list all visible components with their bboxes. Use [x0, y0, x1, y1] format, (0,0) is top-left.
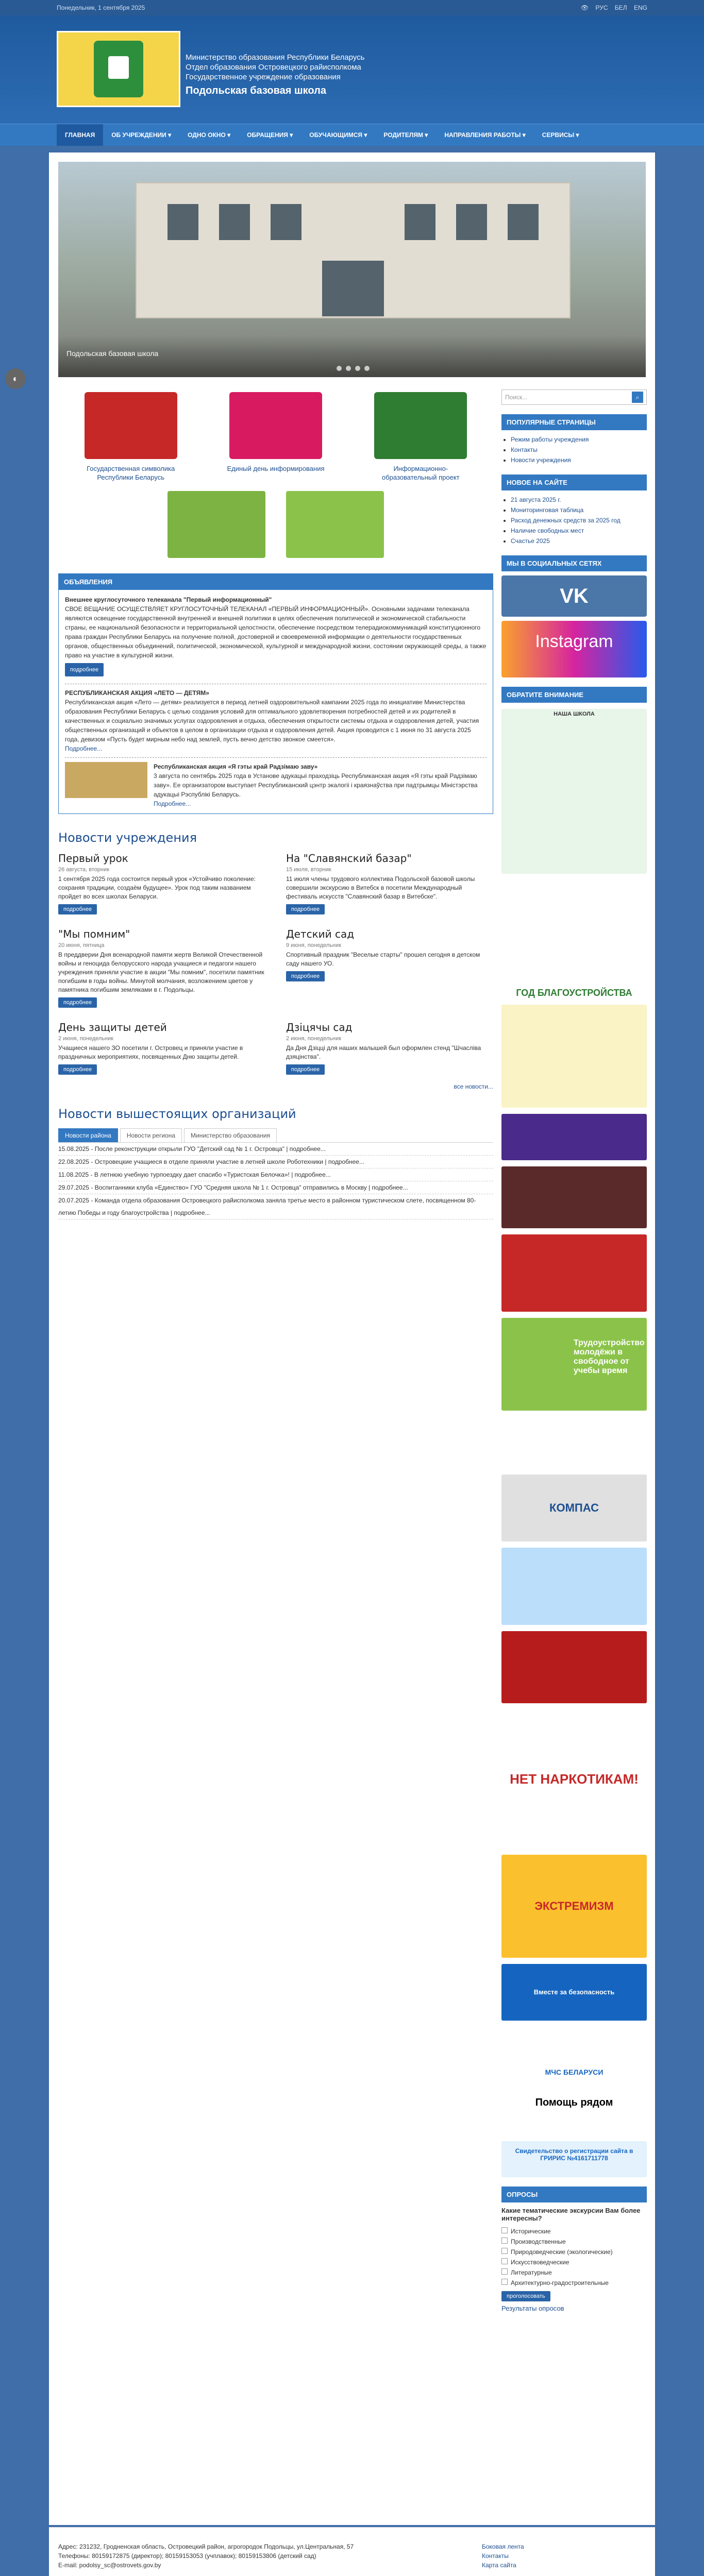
nav-directions[interactable]: НАПРАВЛЕНИЯ РАБОТЫ ▾: [444, 131, 526, 139]
poll: [501, 2187, 647, 2312]
news-item: Первый урок 26 августа, вторник 1 сентября 2025 года состоится первый урок «Устойчиво поколение: сохраняя традиции, создаём будущее». Урок под таким названием пройдет во всех школах Беларуси. подробнее: [58, 852, 265, 918]
top-bar: [0, 0, 704, 15]
social-header: МЫ В СОЦИАЛЬНЫХ СЕТЯХ: [501, 555, 647, 571]
banner-project[interactable]: Информационно-образовательный проект: [369, 392, 472, 482]
popular-link[interactable]: Контакты: [511, 446, 538, 453]
higher-news-item[interactable]: 15.08.2025 - После реконструкции открыли ГУО "Детский сад № 1 г. Островца" | подробнее...: [58, 1143, 493, 1156]
new-link[interactable]: Счастье 2025: [511, 537, 550, 545]
poll-option[interactable]: Литературные: [501, 2267, 647, 2278]
emblem-icon: [85, 392, 177, 459]
more-button[interactable]: подробнее: [58, 997, 97, 1008]
footer-address: Адрес: 231232, Гродненская область, Островецкий район, агрогородок Подольцы, ул.Центральная, 57: [58, 2543, 354, 2550]
accessibility-side-icon[interactable]: ◐: [5, 368, 26, 389]
department-line: Отдел образования Островецкого райисполкома: [186, 63, 361, 72]
news-item: День защиты детей 2 июня, понедельник Учащиеся нашего ЗО посетили г. Островец и приняли участие в праздничных мероприятиях, посвященных Дню защиты детей. подробнее: [58, 1021, 265, 1078]
year-of-improvement-banner[interactable]: ГОД БЛАГОУСТРОЙСТВА: [501, 880, 647, 998]
nav-appeals[interactable]: ОБРАЩЕНИЯ ▾: [247, 131, 293, 139]
content-page: [49, 152, 655, 2525]
higher-news-item[interactable]: 22.08.2025 - Островецкие учащиеся в отделе приняли участие в летней школе Роботехники | подробнее...: [58, 1156, 493, 1168]
slider-dot[interactable]: [337, 366, 342, 371]
poster-banner[interactable]: [501, 1166, 647, 1228]
extremism-banner[interactable]: ЭКСТРЕМИЗМ: [501, 1855, 647, 1958]
lang-be[interactable]: БЕЛ: [614, 4, 627, 11]
vote-button[interactable]: проголосовать: [501, 2291, 550, 2301]
attention-header: ОБРАТИТЕ ВНИМАНИЕ: [501, 687, 647, 703]
slider-dot[interactable]: [346, 366, 351, 371]
first-class-banner[interactable]: [167, 491, 265, 558]
more-link[interactable]: Подробнее...: [65, 745, 103, 752]
more-button[interactable]: подробнее: [286, 1064, 325, 1075]
new-on-site-list: [501, 495, 647, 546]
new-on-site-header: НОВОЕ НА САЙТЕ: [501, 474, 647, 490]
popular-link[interactable]: Режим работы учреждения: [511, 436, 589, 443]
current-date: Понедельник, 1 сентября 2025: [57, 4, 145, 11]
compass-banner[interactable]: КОМПАС: [501, 1475, 647, 1541]
banner-info-day[interactable]: Единый день информирования: [224, 392, 327, 482]
nav-one-window[interactable]: ОДНО ОКНО ▾: [188, 131, 231, 139]
footer-phone: Телефоны: 80159172875 (директор); 80159153053 (учплавок); 80159153806 (детский сад): [58, 2552, 316, 2560]
news-grid: [58, 852, 493, 1078]
poll-option[interactable]: Архитектурно-градостроительные: [501, 2278, 647, 2288]
site-footer: [49, 2527, 655, 2576]
poll-results-link[interactable]: Результаты опросов: [501, 2304, 564, 2312]
school-mosaic[interactable]: НАША ШКОЛА: [501, 709, 647, 874]
higher-news-item[interactable]: 11.08.2025 - В летнюю учебную турпоездку дает спасибо «Туристская Белочка»! | подробнее...: [58, 1168, 493, 1181]
search-icon[interactable]: ⌕: [632, 392, 643, 403]
announcements-header: ОБЪЯВЛЕНИЯ: [59, 574, 493, 590]
footer-link[interactable]: Карта сайта: [482, 2562, 516, 2569]
poll-header: ОПРОСЫ: [501, 2187, 647, 2202]
news-heading: Новости учреждения: [58, 831, 197, 845]
poll-question: Какие тематические экскурсии Вам более интересны?: [501, 2207, 641, 2222]
lang-en[interactable]: ENG: [633, 4, 647, 11]
header-text: [186, 53, 364, 97]
parents-banner[interactable]: [501, 1631, 647, 1703]
project-icon: [374, 392, 467, 459]
nav-home[interactable]: ГЛАВНАЯ: [57, 124, 103, 146]
school-logo[interactable]: [57, 31, 180, 107]
news-item: Дзіцячы сад 2 июня, понедельник Да Дня Дзіцці для наших малышей был оформлен стенд "Шчасліва дзяцінства". подробнее: [286, 1021, 493, 1078]
announcement-title: Республиканская акция «Я гэты край Радзімаю заву»: [154, 763, 318, 770]
summer-2025-banner[interactable]: [286, 491, 384, 558]
mchs-banner[interactable]: МЧС БЕЛАРУСИ Помощь рядом: [501, 2027, 647, 2135]
info-day-icon: [229, 392, 322, 459]
slider-dot[interactable]: [364, 366, 370, 371]
main-column: [58, 387, 493, 1219]
tab-region[interactable]: Новости региона: [120, 1128, 182, 1142]
military-banner[interactable]: [501, 1005, 647, 1108]
vk-icon[interactable]: VK: [501, 575, 647, 617]
new-link[interactable]: Наличие свободных мест: [511, 527, 584, 534]
school-building-image: [136, 182, 571, 318]
footer-link[interactable]: Контакты: [482, 2552, 509, 2560]
poster-banner[interactable]: [501, 1417, 647, 1468]
certificate-banner[interactable]: Свидетельство о регистрации сайта в ГРИРИС №4161711778: [501, 2141, 647, 2177]
announcement-text: Республиканская акция «Лето — детям» реализуется в период летней оздоровительной кампании 2025 года по инициативе Министерства образования Республики Беларусь с целью создания условий для оптимального удовлетворения потребностей детей и их родителей в качественных и социально значимых услугах оздоровления и отдыха, обеспечения открытости системы отдыха и оздоровления детей, участия общественных организаций и объектов в целом в организации отдыха и оздоровления детей. Акция проводится с 1 июня по 31 августа 2025 года, девизом «Пусть будет мирным небо над землей, пусть вечно детство звонкое смеется».: [65, 699, 479, 743]
poll-option[interactable]: Природоведческие (экологические): [501, 2247, 647, 2257]
news-item: Детский сад 9 июня, понедельник Спортивный праздник "Веселые старты" прошел сегодня в детском саду нашего УО. подробнее: [286, 928, 493, 1011]
announcement-text: 3 августа по сентябрь 2025 года в Установе адукацыі праходзіць Республиканская акция «Я гэты край Радзімаю заву». Ее организатором выступает Республиканский цэнтр экалогіі і краязнаўства при падтрымцы Міністэрства адукацыі Рэспублікі Беларусь.: [154, 772, 478, 798]
more-button[interactable]: подробнее: [286, 904, 325, 914]
news-item: На "Славянский базар" 15 июля, вторник 11 июля члены трудового коллектива Подольской базовой школы совершили экскурсию в Витебск в посетили Международный фестиваль искусств "Славянский базар в Витебске". подробнее: [286, 852, 493, 918]
popular-link[interactable]: Новости учреждения: [511, 456, 571, 464]
crest-icon: [94, 41, 143, 97]
announcements-box: [58, 573, 493, 814]
nav-about[interactable]: ОБ УЧРЕЖДЕНИИ ▾: [111, 131, 172, 139]
youth-employment-banner[interactable]: Трудоустройство молодёжи в свободное от учебы время: [501, 1318, 647, 1411]
footer-link[interactable]: Боковая лента: [482, 2543, 524, 2550]
ministry-line: Министерство образования Республики Беларусь: [186, 53, 365, 62]
sidebar: [501, 389, 647, 2312]
poster-banner[interactable]: [501, 1548, 647, 1625]
higher-news-item[interactable]: 29.07.2025 - Воспитанники клуба «Единство» ГУО "Средняя школа № 1 г. Островца" отправились в Москву | подробнее...: [58, 1181, 493, 1194]
footer-email[interactable]: E-mail: podolsy_sc@ostrovets.gov.by: [58, 2562, 161, 2569]
main-nav: [0, 124, 704, 146]
banner-symbols[interactable]: Государственная символика Республики Беларусь: [79, 392, 182, 482]
accessibility-icon[interactable]: 👁: [580, 4, 589, 11]
nav-services[interactable]: СЕРВИСЫ ▾: [542, 131, 579, 139]
safety-banner[interactable]: Вместе за безопасность: [501, 1964, 647, 2021]
higher-news-tabs: [58, 1128, 493, 1143]
poster-banner[interactable]: [501, 1114, 647, 1160]
no-drugs-banner[interactable]: НЕТ НАРКОТИКАМ!: [501, 1709, 647, 1849]
popular-pages-list: [501, 434, 647, 465]
site-header: [0, 15, 704, 124]
new-link[interactable]: Расход денежных средств за 2025 год: [511, 517, 621, 524]
more-button[interactable]: подробнее: [65, 663, 104, 676]
higher-news-heading: Новости вышестоящих организаций: [58, 1107, 296, 1121]
field-image: [65, 762, 147, 798]
instagram-icon[interactable]: Instagram: [501, 621, 647, 677]
lang-ru[interactable]: РУС: [595, 4, 608, 11]
poll-option[interactable]: Исторические: [501, 2226, 647, 2236]
institution-line: Государственное учреждение образования: [186, 73, 341, 81]
school-name: Подольская базовая школа: [186, 85, 326, 96]
more-link[interactable]: Подробнее...: [154, 800, 191, 807]
banner-row: [58, 392, 493, 482]
slider-dots: [337, 366, 370, 371]
new-link[interactable]: Мониторинговая таблица: [511, 506, 584, 514]
poll-option[interactable]: Производственные: [501, 2236, 647, 2247]
nav-parents[interactable]: РОДИТЕЛЯМ ▾: [383, 131, 428, 139]
more-button[interactable]: подробнее: [58, 904, 97, 914]
memory-banner[interactable]: [501, 1234, 647, 1312]
announcement-title: РЕСПУБЛИКАНСКАЯ АКЦИЯ «ЛЕТО — ДЕТЯМ»: [65, 689, 209, 697]
footer-contacts: [58, 2542, 354, 2570]
tab-district[interactable]: Новости района: [58, 1128, 118, 1142]
image-slider[interactable]: [58, 162, 646, 377]
slider-dot[interactable]: [355, 366, 360, 371]
slider-caption: Подольская базовая школа: [66, 349, 159, 358]
footer-nav: [482, 2542, 524, 2570]
higher-news-item[interactable]: 20.07.2025 - Команда отдела образования Островецкого райисполкома заняла третье место в районном туристическом слете, посвященном 80-летию Победы и году благоустройства | подробнее...: [58, 1194, 493, 1219]
banner-row-2: [58, 491, 493, 558]
announcement-text: СВОЕ ВЕЩАНИЕ ОСУЩЕСТВЛЯЕТ КРУГЛОСУТОЧНЫЙ ТЕЛЕКАНАЛ «ПЕРВЫЙ ИНФОРМАЦИОННЫЙ». Основными задачами телеканала являются освещение государственной внутренней и внешней политики в целях обеспечения политической и экономической стабильности страны, ее национальной безопасности и территориальной целостности, обеспечение посредством телерадиокоммуникаций конституционного права граждан Республики Беларусь на получение полной, достоверной и своевременной информации о деятельности государственных органов, общественных объединений, политической, экономической, культурной и международной жизни, состоянии окружающей среды, а также право на участие в культурной жизни.: [65, 605, 487, 659]
search-placeholder: Поиск...: [505, 394, 528, 401]
search-field[interactable]: [501, 389, 647, 405]
nav-students[interactable]: ОБУЧАЮЩИМСЯ ▾: [309, 131, 367, 139]
language-switcher: [576, 4, 647, 11]
more-button[interactable]: подробнее: [286, 971, 325, 981]
popular-pages-header: ПОПУЛЯРНЫЕ СТРАНИЦЫ: [501, 414, 647, 430]
new-link[interactable]: 21 августа 2025 г.: [511, 496, 561, 503]
all-news-link[interactable]: все новости...: [454, 1083, 493, 1090]
poll-option[interactable]: Искусствоведческие: [501, 2257, 647, 2267]
announcement-title: Внешнее круглосуточного телеканала "Первый информационный": [65, 596, 272, 603]
news-item: "Мы помним" 20 июня, пятница В преддверии Дня всенародной памяти жертв Великой Отечественной войны и геноцида белорусского народа учащиеся и педагоги нашего учреждения приняли участие в акции "Мы помним", посетили памятник погибшим в годы войны. Минутой молчания, возложением цветов у памятника погибшим земляками в г. Подольцы. подробнее: [58, 928, 265, 1011]
tab-ministry[interactable]: Министерство образования: [184, 1128, 277, 1142]
more-button[interactable]: подробнее: [58, 1064, 97, 1075]
